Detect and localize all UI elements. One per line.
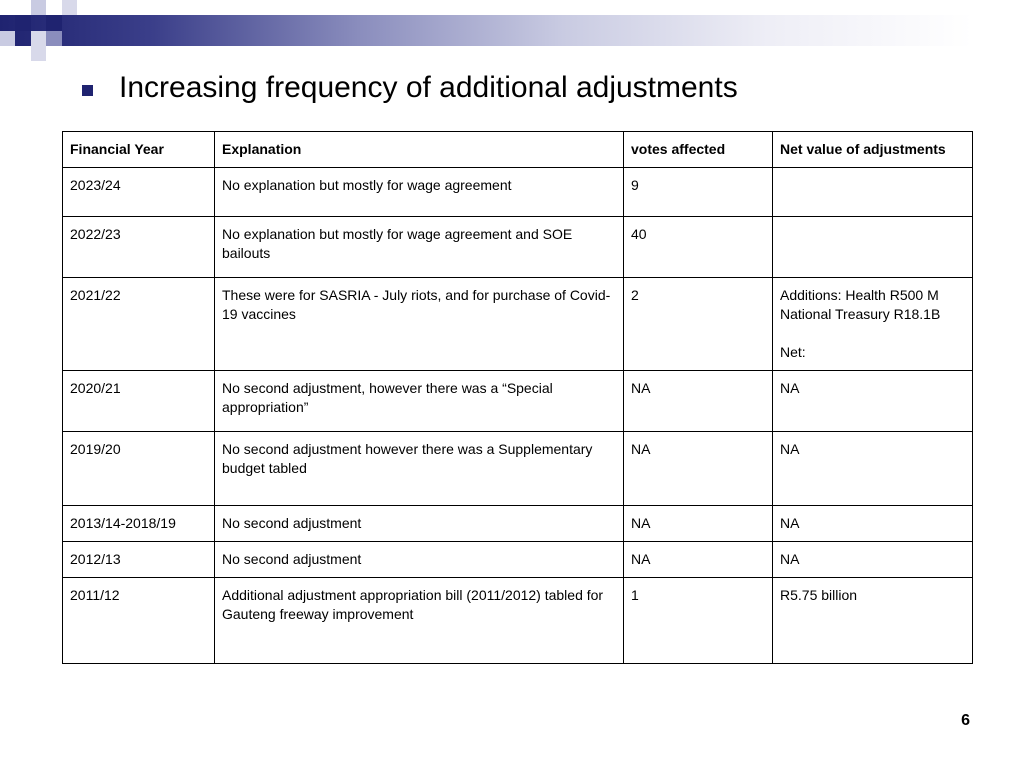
cell-net: NA <box>773 371 973 432</box>
cell-votes: 40 <box>624 217 773 278</box>
table-row <box>63 542 973 578</box>
cell-year: 2012/13 <box>63 542 215 578</box>
table-row <box>63 506 973 542</box>
square-bullet-icon <box>82 85 93 96</box>
cell-explanation: No explanation but mostly for wage agreement <box>215 168 624 217</box>
slide-title: Increasing frequency of additional adjustments <box>119 71 738 104</box>
cell-explanation: No second adjustment <box>215 506 624 542</box>
table-row <box>63 432 973 506</box>
cell-net: NA <box>773 506 973 542</box>
header-votes-affected: votes affected <box>624 132 773 168</box>
decor-square <box>0 31 15 46</box>
cell-year: 2019/20 <box>63 432 215 506</box>
cell-year: 2013/14-2018/19 <box>63 506 215 542</box>
cell-explanation: Additional adjustment appropriation bill (2011/2012) tabled for Gauteng freeway improvement <box>215 578 624 664</box>
cell-net: R5.75 billion <box>773 578 973 664</box>
cell-net <box>773 168 973 217</box>
cell-explanation: No second adjustment however there was a Supplementary budget tabled <box>215 432 624 506</box>
header-net-value: Net value of adjustments <box>773 132 973 168</box>
decor-square <box>62 0 77 15</box>
cell-votes: 2 <box>624 278 773 371</box>
cell-votes: NA <box>624 432 773 506</box>
cell-year: 2023/24 <box>63 168 215 217</box>
cell-year: 2022/23 <box>63 217 215 278</box>
header-financial-year: Financial Year <box>63 132 215 168</box>
cell-explanation: No second adjustment <box>215 542 624 578</box>
cell-net <box>773 278 973 371</box>
spacer <box>780 324 965 343</box>
table-row <box>63 371 973 432</box>
net-additions-health: Additions: Health R500 M <box>780 287 939 303</box>
header-explanation: Explanation <box>215 132 624 168</box>
table-row <box>63 168 973 217</box>
cell-votes: NA <box>624 506 773 542</box>
cell-votes: 1 <box>624 578 773 664</box>
decor-square <box>31 46 46 61</box>
cell-year: 2021/22 <box>63 278 215 371</box>
decor-square <box>31 0 46 15</box>
cell-net: NA <box>773 432 973 506</box>
header-gradient-bar <box>0 15 1024 46</box>
table-row <box>63 578 973 664</box>
cell-votes: NA <box>624 542 773 578</box>
net-total-label: Net: <box>780 344 806 360</box>
cell-net <box>773 217 973 278</box>
cell-votes: NA <box>624 371 773 432</box>
decor-square <box>31 31 46 46</box>
decor-square <box>46 31 62 46</box>
cell-votes: 9 <box>624 168 773 217</box>
adjustments-table <box>62 131 973 664</box>
cell-net: NA <box>773 542 973 578</box>
table-row <box>63 278 973 371</box>
decor-square <box>15 15 31 31</box>
net-national-treasury: National Treasury R18.1B <box>780 306 941 322</box>
cell-year: 2011/12 <box>63 578 215 664</box>
cell-explanation: No explanation but mostly for wage agreement and SOE bailouts <box>215 217 624 278</box>
decor-square <box>46 15 62 31</box>
cell-explanation: No second adjustment, however there was a “Special appropriation” <box>215 371 624 432</box>
table-row <box>63 217 973 278</box>
table-header-row <box>63 132 973 168</box>
title-row <box>82 68 738 108</box>
page-number: 6 <box>961 712 970 729</box>
cell-explanation: These were for SASRIA - July riots, and for purchase of Covid-19 vaccines <box>215 278 624 371</box>
cell-year: 2020/21 <box>63 371 215 432</box>
